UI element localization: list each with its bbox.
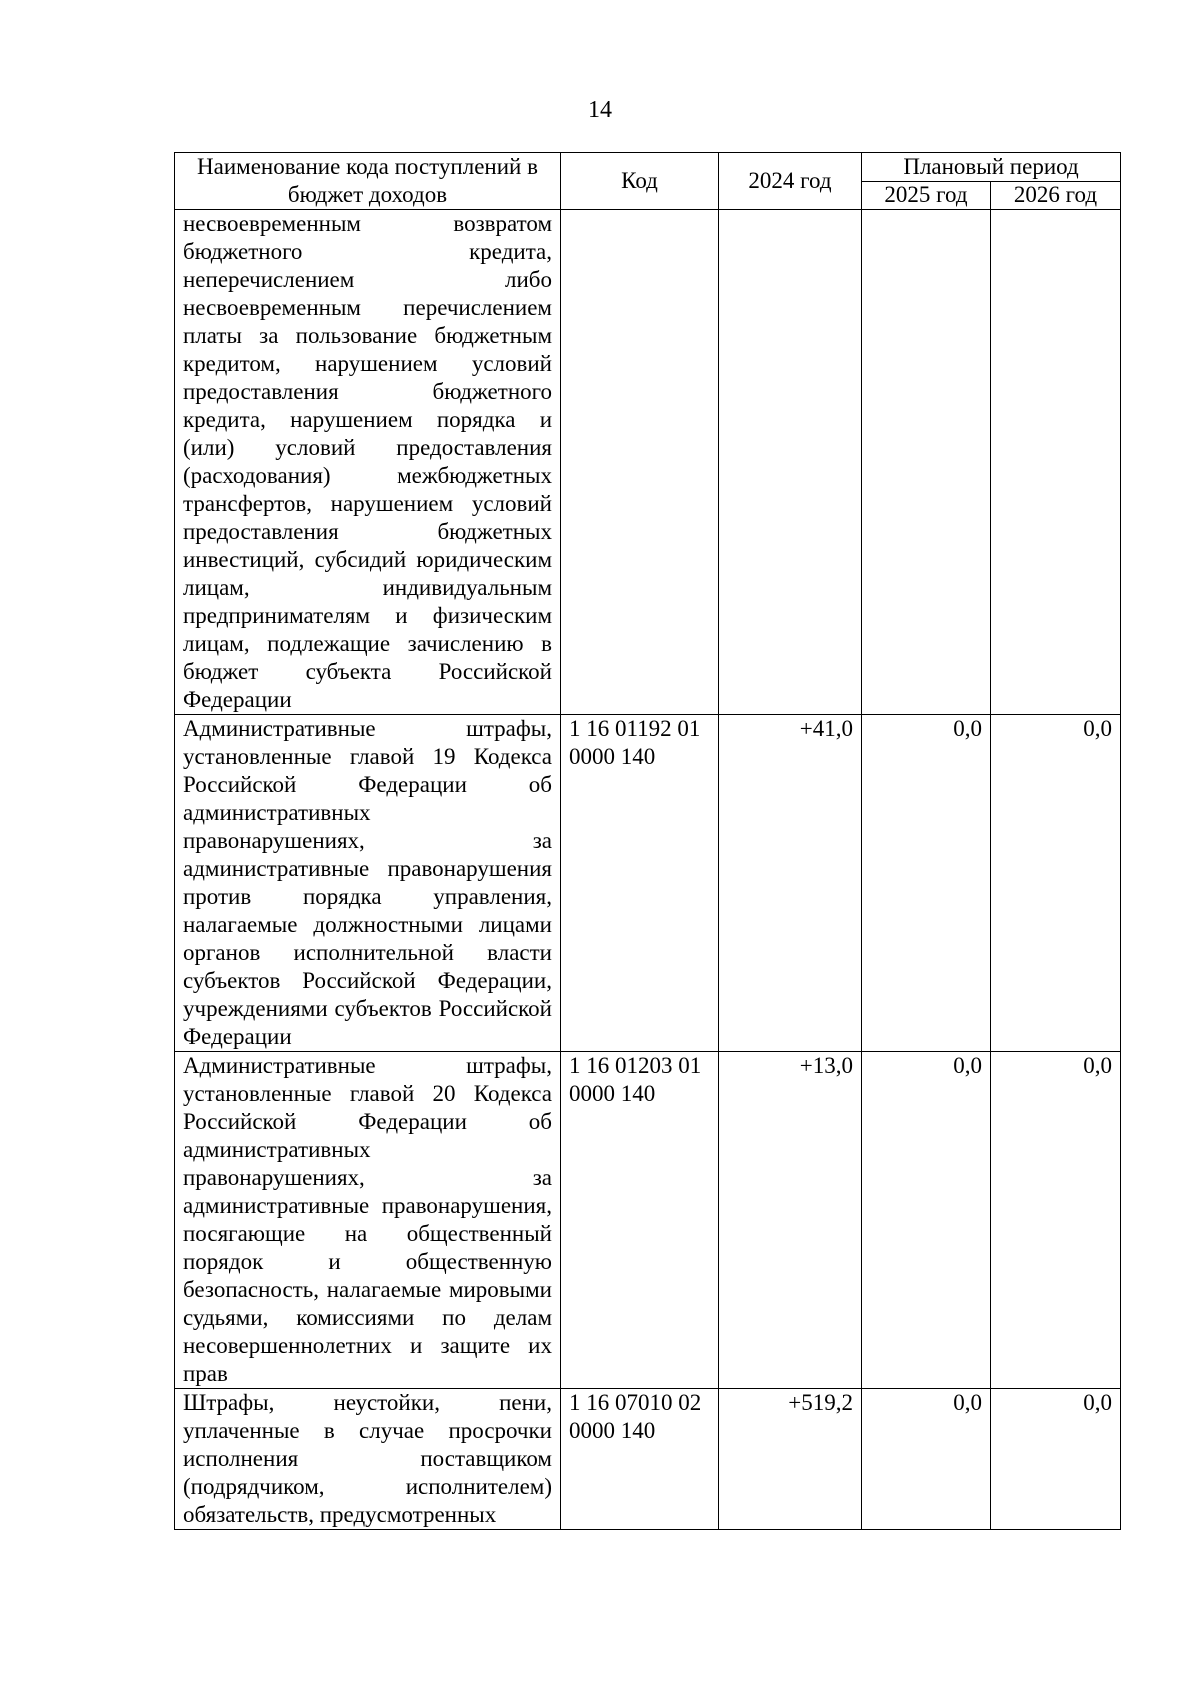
row-value-2024: +13,0	[719, 1052, 862, 1389]
revenue-table	[174, 152, 1121, 1530]
header-year-2025: 2025 год	[862, 181, 991, 210]
row-value-2024: +519,2	[719, 1389, 862, 1530]
header-code: Код	[561, 153, 719, 210]
row-value-2026: 0,0	[991, 715, 1121, 1052]
row-code: 1 16 07010 02 0000 140	[561, 1389, 719, 1530]
table-row	[175, 1052, 1121, 1389]
table-row	[175, 715, 1121, 1052]
table-header-row	[175, 153, 1121, 182]
row-value-2026: 0,0	[991, 1052, 1121, 1389]
row-name: Административные штрафы, установленные главой 19 Кодекса Российской Федерации об административных правонарушениях, за административные правонарушения против порядка управления, налагаемые должностными лицами органов исполнительной власти субъектов Российской Федерации, учреждениями субъектов Российской Федерации	[175, 715, 561, 1052]
row-code: 1 16 01203 01 0000 140	[561, 1052, 719, 1389]
row-name: несвоевременным возвратом бюджетного кредита, неперечислением либо несвоевременным перечислением платы за пользование бюджетным кредитом, нарушением условий предоставления бюджетного кредита, нарушением порядка и (или) условий предоставления (расходования) межбюджетных трансфертов, нарушением условий предоставления бюджетных инвестиций, субсидий юридическим лицам, индивидуальным предпринимателям и физическим лицам, подлежащие зачислению в бюджет субъекта Российской Федерации	[175, 210, 561, 715]
header-year-2024: 2024 год	[719, 153, 862, 210]
header-year-2026: 2026 год	[991, 181, 1121, 210]
header-name: Наименование кода поступлений в бюджет доходов	[175, 153, 561, 210]
row-value-2025: 0,0	[862, 1389, 991, 1530]
row-value-2024	[719, 210, 862, 715]
row-name: Штрафы, неустойки, пени, уплаченные в случае просрочки исполнения поставщиком (подрядчиком, исполнителем) обязательств, предусмотренных	[175, 1389, 561, 1530]
row-value-2025: 0,0	[862, 715, 991, 1052]
row-value-2026	[991, 210, 1121, 715]
table-row	[175, 210, 1121, 715]
table-row	[175, 1389, 1121, 1530]
row-value-2024: +41,0	[719, 715, 862, 1052]
header-planned-period: Плановый период	[862, 153, 1121, 182]
row-code: 1 16 01192 01 0000 140	[561, 715, 719, 1052]
row-value-2025: 0,0	[862, 1052, 991, 1389]
page-number: 14	[588, 97, 612, 123]
row-code	[561, 210, 719, 715]
row-value-2025	[862, 210, 991, 715]
row-value-2026: 0,0	[991, 1389, 1121, 1530]
row-name: Административные штрафы, установленные главой 20 Кодекса Российской Федерации об административных правонарушениях, за административные правонарушения, посягающие на общественный порядок и общественную безопасность, налагаемые мировыми судьями, комиссиями по делам несовершеннолетних и защите их прав	[175, 1052, 561, 1389]
